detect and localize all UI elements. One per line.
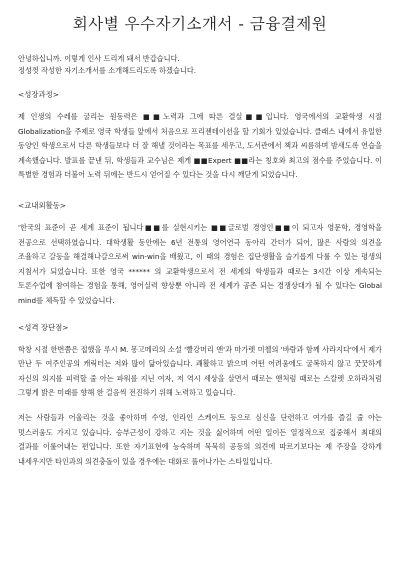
section-paragraph: '한국의 표준이 곧 세계 표준이 됩니다■■를 실현시키는 ■■글로벌 경영인■■이 되고자 영문학, 경영학을 전공으로 선택하였습니다. 대학생활 동안에는 6년 전통의 영어연극 동아리 간더가 되어, 많은 사람의 의견을 조율하고 갈등을 해결해나갈으로써 win-win을 배웠고, 이 때의 경험은 집단생활을 슬기롭게 다룰 수 있는 평생의 지침서가 되었습니다. 또한 영국 ****** 의 교환학생으로서 전 세계의 학생들과 때로는 3시간 이상 계속되는 토론수업에 참여하는 경험을 통해, 영어실력 향상뿐 아니라 전 세계가 공존 되는 경쟁상대가 될 수 있다는 Global mind를 체득할 수 있었습니다.	[18, 222, 382, 305]
section-growth	[18, 89, 382, 183]
section-paragraph: 제 인생의 수레를 굴리는 원동력은 ■■노력과 그에 따른 결실■■입니다. 영국에서의 교환학생 시절 Globalization을 주제로 영국 학생들 앞에서 처음으로 프리젠테이션을 할 기회가 있었습니다. 클래스 내에서 유일한 동양인 학생으로서 다른 학생들보다 더 잘 해낼 것이라는 목표를 세우고, 도서관에서 책과 씨름하며 밤새도록 연습을 계속했습니다. 발표를 끝낸 뒤, 학생들과 교수님은 제게 ■■Expert ■■라는 칭호와 최고의 점수를 주었습니다. 이 특별한 경험과 더불어 노력 뒤에는 반드시 얻어질 수 있다는 것을 다시 깨닫게 되었습니다.	[18, 112, 382, 180]
intro	[18, 53, 382, 76]
section-heading: <성장과정>	[18, 90, 59, 99]
section-activities	[18, 200, 382, 309]
section-heading: <성격 장단점>	[18, 322, 69, 332]
section-personality	[18, 322, 382, 470]
section-heading: <교내외활동>	[18, 200, 67, 210]
intro-line: 정성껏 작성한 자기소개서를 소개해드리도록 하겠습니다.	[18, 65, 197, 75]
document-title: 회사별 우수자기소개서 - 금융결제원	[72, 15, 328, 33]
section-paragraph: 학창 시절 한번쯤은 접했을 루시 M. 몽고메리의 소설 '빨강머리 앤'과 마가렛 미첼의 '바람과 함께 사라지다'에서 제가 만난 두 여주인공의 캐릭터는 저와 많이 닮아있습니다. 쾌활하고 밝으며 어떤 어려움에도 굴복하지 않고 꿋꿋하게 자신의 의지를 피력할 줄 아는 파워를 지닌 여자, 저 역시 세상을 살면서 때로는 앤처럼 때로는 스칼렛 오하라처럼 그렇게 밝은 미래를 향해 한 걸음씩 전진하기 위해 노력하고 있습니다.	[18, 344, 382, 398]
section-paragraph: 저는 사람들과 어울리는 것을 좋아하며 수영, 인라인 스케이트 등으로 심신을 단련하고 여가를 즐길 줄 아는 멋스러움도 가지고 있습니다. 승부근성이 강하고 지는 것을 싫어하며 어떤 일이든 열정적으로 집중해서 최대의 결과를 이룰어내는 편입니다. 또한 자기표현에 능숙하며 묵묵히 공동의 의견에 따르기보다는 제 주장을 강하게 내세우지만 타인과의 의견충돌이 있을 경우에는 대화로 풀어나가는 스타일입니다.	[18, 412, 382, 466]
intro-line: 안녕하십니까. 이렇게 인사 드리게 돼서 반갑습니다.	[18, 54, 180, 63]
